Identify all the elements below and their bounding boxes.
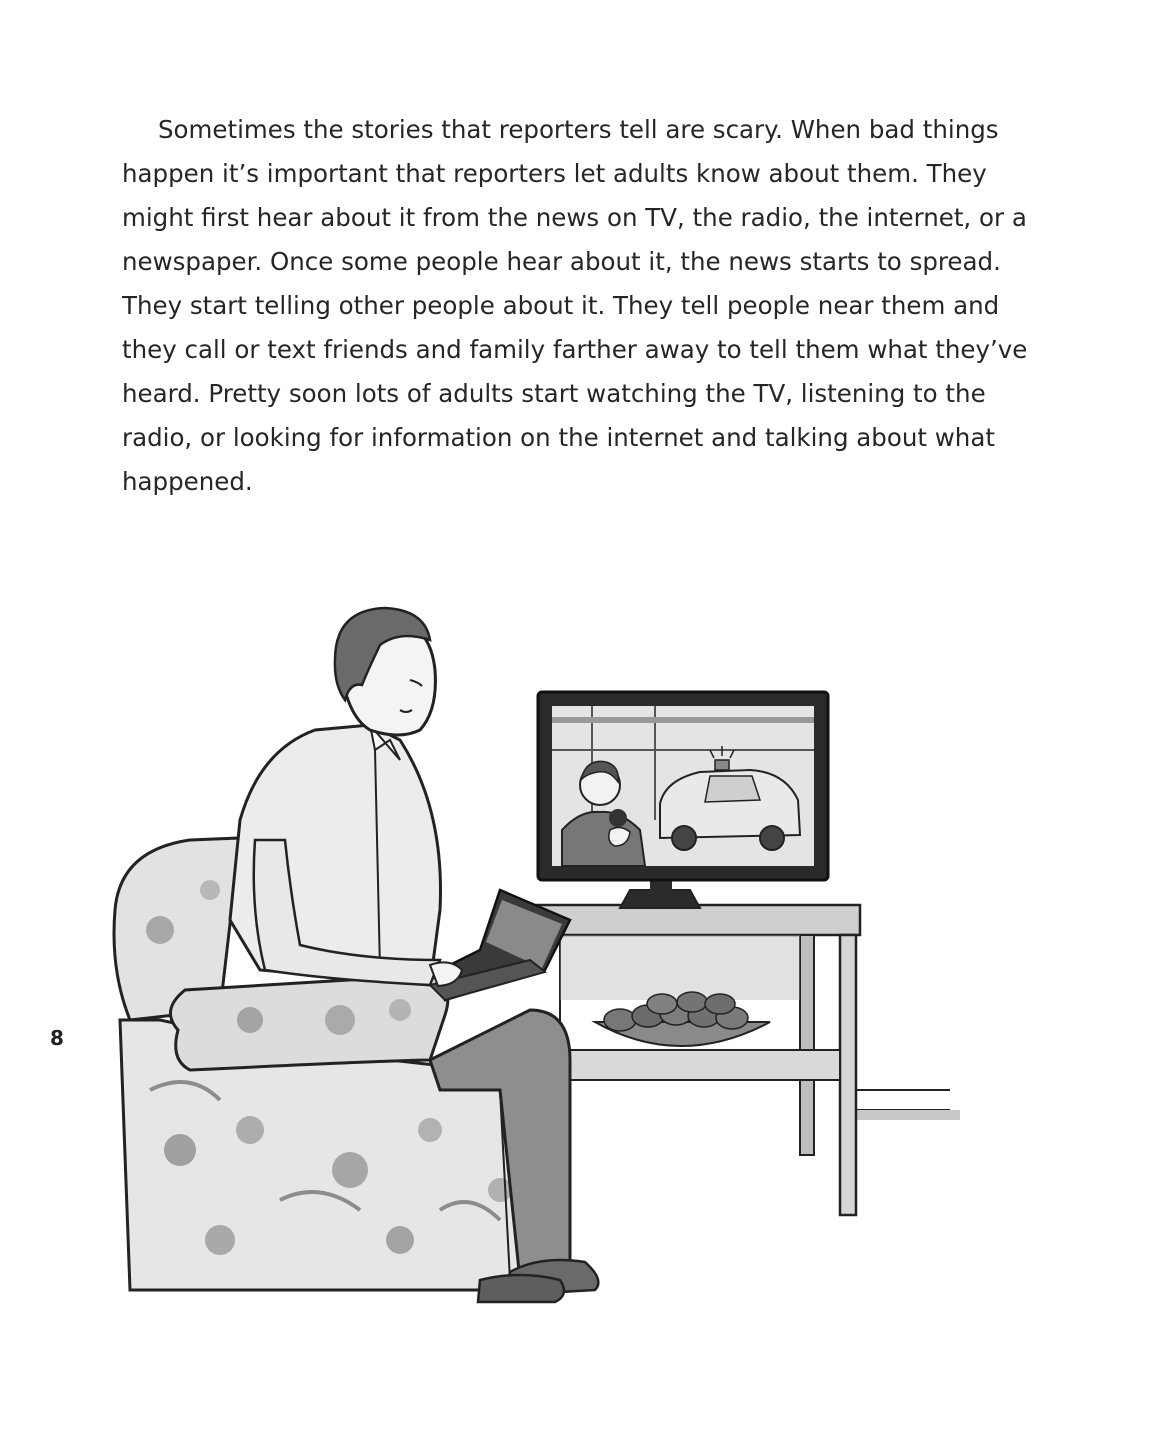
page-number: 8 bbox=[50, 1026, 64, 1050]
fruit-bowl bbox=[595, 992, 770, 1046]
television bbox=[538, 692, 828, 908]
news-illustration bbox=[100, 590, 1000, 1310]
body-paragraph: Sometimes the stories that reporters tell are scary. When bad things happen it’s important that reporters let adults know about them. They might first hear about it from the news on TV, the radio, the internet, or a newspaper. Once some people hear about it, the news starts to spread. They start telling other people about it. They tell people near them and they call or text friends and family farther away to tell them what they’ve heard. Pretty soon lots of adults start watching the TV, listening to the radio, or looking for information on the internet and talking about what happened. bbox=[122, 115, 1028, 496]
room-background bbox=[840, 1090, 960, 1115]
